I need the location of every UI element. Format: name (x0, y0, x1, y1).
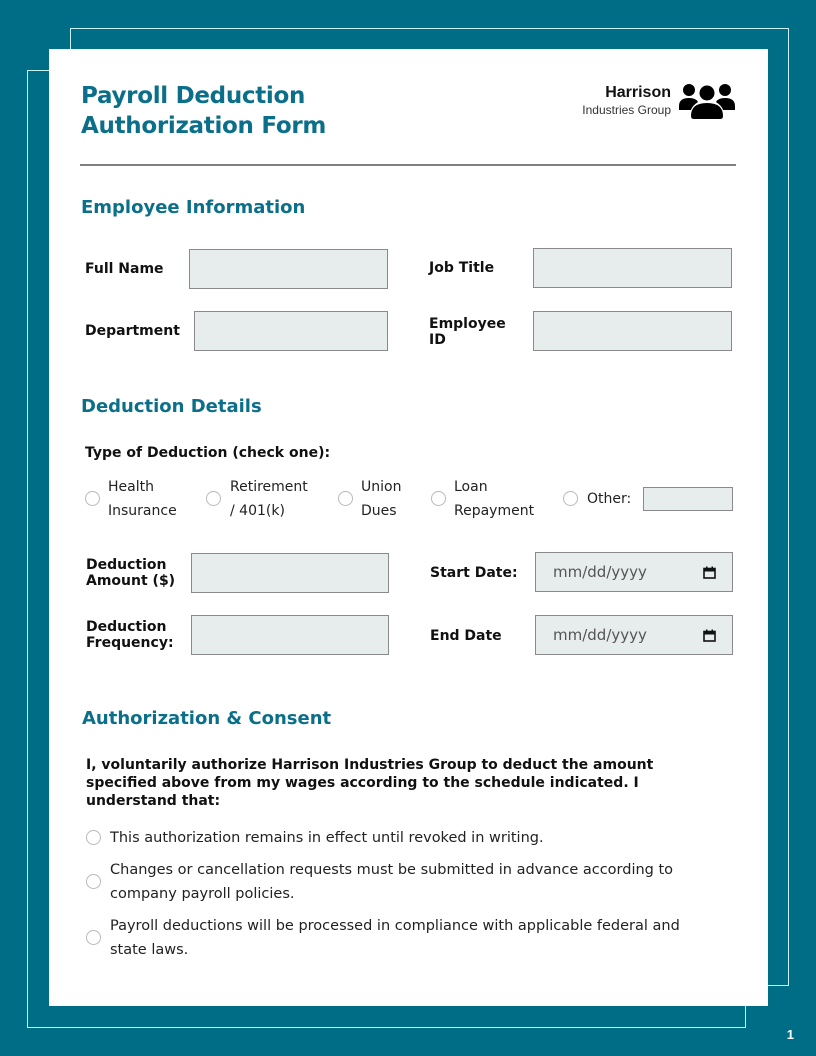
other-deduction-input[interactable] (643, 487, 733, 511)
people-group-icon (679, 82, 735, 120)
page-number: 1 (786, 1027, 794, 1042)
section-heading-authorization: Authorization & Consent (82, 708, 332, 729)
full-name-label: Full Name (85, 261, 164, 277)
logo-name: Harrison (605, 84, 671, 101)
end-date-label: End Date (430, 628, 502, 644)
radio-retirement-401k[interactable] (206, 491, 221, 506)
page-title (81, 81, 326, 141)
full-name-input[interactable] (189, 249, 388, 289)
option-other-label: Other: (587, 491, 632, 507)
radio-other[interactable] (563, 491, 578, 506)
header-divider (80, 164, 736, 166)
job-title-label: Job Title (429, 260, 495, 276)
authorization-statement: I, voluntarily authorize Harrison Industries Group to deduct the amount specified above from my wages according to the schedule indicated. I understand that: (86, 757, 654, 809)
employee-id-label: Employee ID (429, 316, 506, 348)
start-date-label: Start Date: (430, 565, 518, 581)
logo-subtitle: Industries Group (582, 103, 671, 117)
deduction-amount-label: Deduction Amount ($) (86, 557, 176, 589)
section-heading-employee-info: Employee Information (81, 197, 306, 218)
title-line-1: Payroll Deduction (81, 83, 306, 109)
option-union-dues-label: Union Dues (361, 479, 402, 519)
consent-checkbox-2[interactable] (86, 874, 101, 889)
radio-loan-repayment[interactable] (431, 491, 446, 506)
option-retirement-label: Retirement / 401(k) (230, 479, 308, 519)
department-label: Department (85, 323, 180, 339)
deduction-frequency-input[interactable] (191, 615, 389, 655)
radio-union-dues[interactable] (338, 491, 353, 506)
deduction-frequency-label: Deduction Frequency: (86, 619, 174, 651)
consent-item-3: Payroll deductions will be processed in compliance with applicable federal and state laws. (110, 918, 680, 958)
consent-item-2: Changes or cancellation requests must be submitted in advance according to company payroll policies. (110, 862, 674, 902)
start-date-input[interactable] (535, 552, 733, 592)
start-date-placeholder: mm/dd/yyyy (553, 563, 647, 581)
radio-health-insurance[interactable] (85, 491, 100, 506)
option-loan-repayment-label: Loan Repayment (454, 479, 535, 519)
consent-checkbox-1[interactable] (86, 830, 101, 845)
deduction-amount-input[interactable] (191, 553, 389, 593)
job-title-input[interactable] (533, 248, 732, 288)
option-health-insurance-label: Health Insurance (108, 479, 177, 519)
company-logo (582, 82, 735, 120)
form-page (49, 49, 768, 1006)
end-date-input[interactable] (535, 615, 733, 655)
title-line-2: Authorization Form (81, 113, 327, 139)
calendar-icon[interactable] (703, 629, 716, 642)
employee-id-input[interactable] (533, 311, 732, 351)
calendar-icon[interactable] (703, 566, 716, 579)
section-heading-deduction-details: Deduction Details (81, 396, 262, 417)
consent-item-1: This authorization remains in effect until revoked in writing. (110, 830, 544, 846)
deduction-type-label: Type of Deduction (check one): (85, 445, 331, 461)
consent-checkbox-3[interactable] (86, 930, 101, 945)
end-date-placeholder: mm/dd/yyyy (553, 626, 647, 644)
department-input[interactable] (194, 311, 388, 351)
